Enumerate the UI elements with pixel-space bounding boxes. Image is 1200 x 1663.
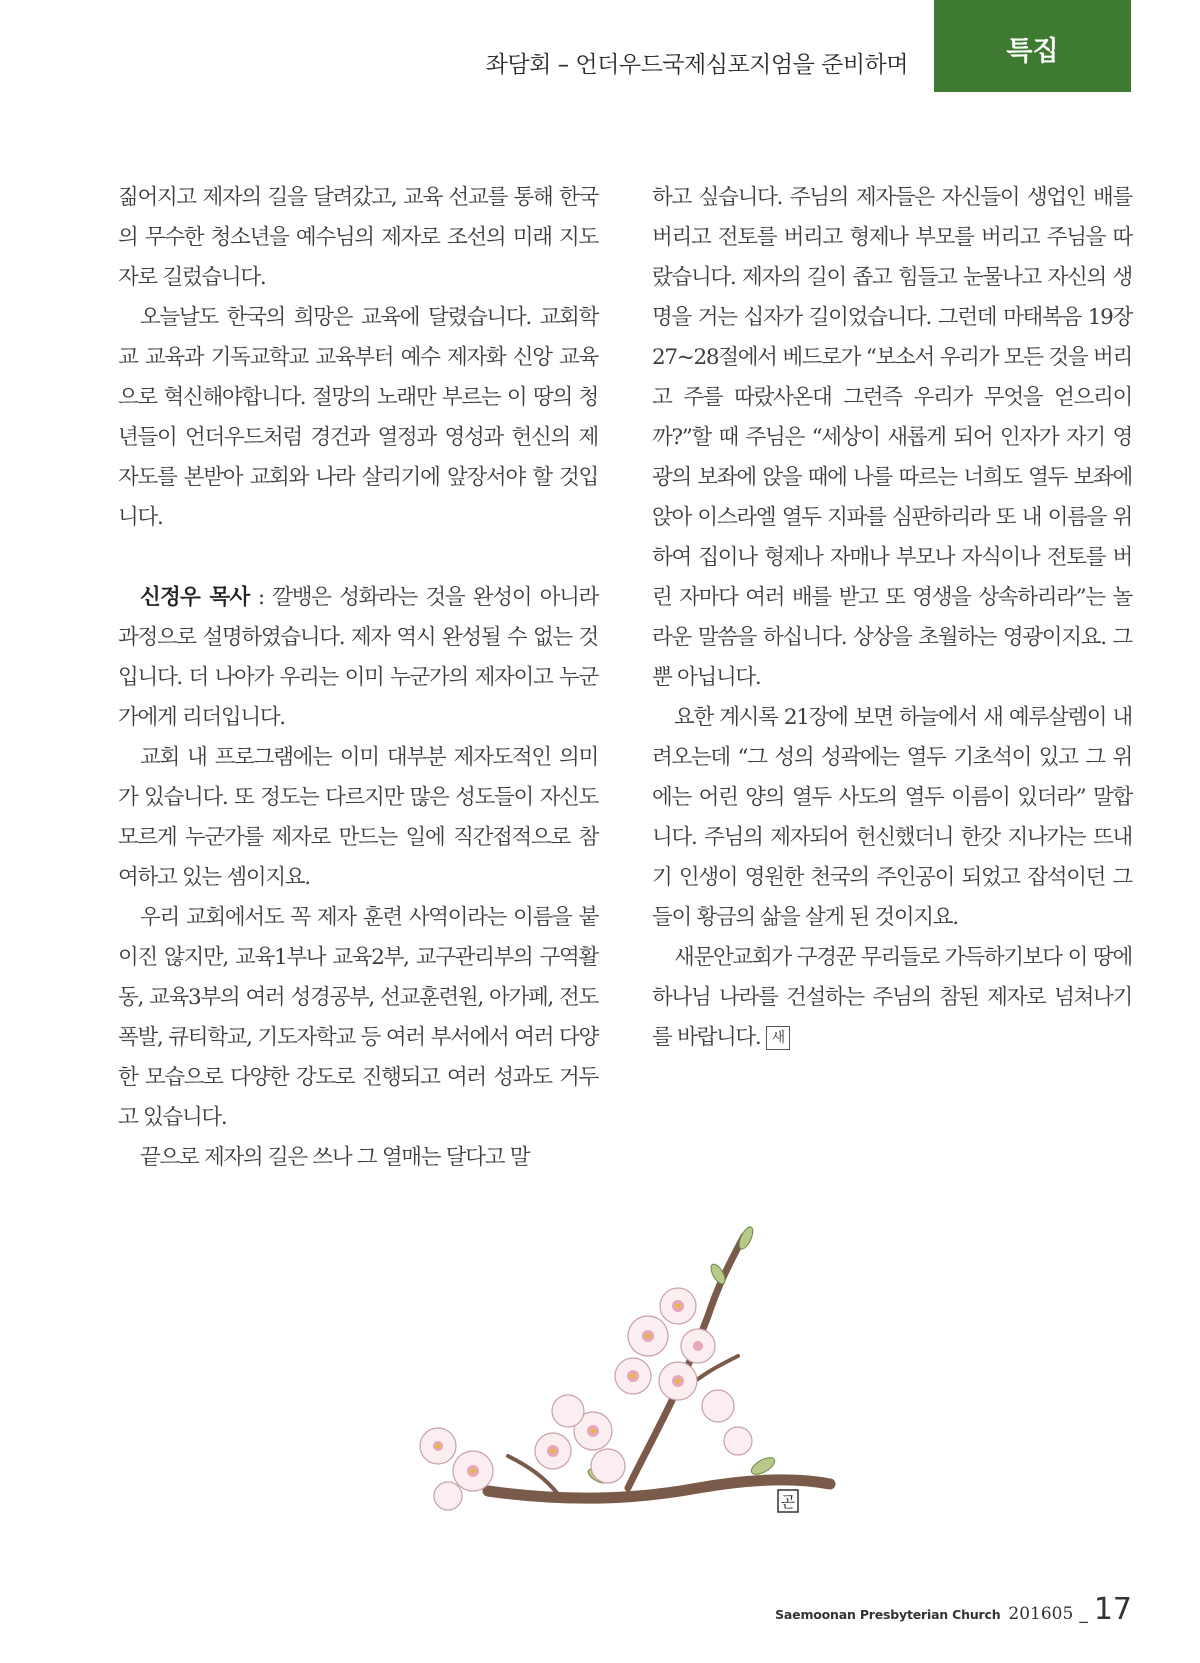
section-tab: 특집 (934, 0, 1131, 92)
left-column (118, 178, 598, 1178)
cherry-blossom-illustration (378, 1226, 870, 1546)
paragraph: 짊어지고 제자의 길을 달려갔고, 교육 선교를 통해 한국의 무수한 청소년을 예수님의 제자로 조선의 미래 지도자로 길렀습니다. (118, 185, 598, 290)
paragraph: 우리 교회에서도 꼭 제자 훈련 사역이라는 이름을 붙이진 않지만, 교육1부나 교육2부, 교구관리부의 구역활동, 교육3부의 여러 성경공부, 선교훈련원, 아가페, 전도폭발, 큐티학교, 기도자학교 등 여러 부서에서 여러 다양한 모습으로 다양한 강도로 진행되고 여러 성과도 거두고 있습니다. (118, 905, 598, 1130)
footer-separator: _ (1079, 1604, 1088, 1624)
church-name: Saemoonan Presbyterian Church (775, 1607, 1001, 1622)
right-column (652, 178, 1132, 1058)
artist-seal-text: 곤 (780, 1493, 796, 1511)
page-number: 17 (1093, 1592, 1132, 1627)
paragraph-speaker (118, 578, 598, 738)
blossoms (420, 1288, 752, 1510)
paragraph: 끝으로 제자의 길은 쓰나 그 열매는 달다고 말 (140, 1145, 530, 1170)
issue-number: 201605 (1008, 1604, 1074, 1624)
paragraph-text: : 깔뱅은 성화라는 것을 완성이 아니라 과정으로 설명하였습니다. 제자 역시 완성될 수 없는 것입니다. 더 나아가 우리는 이미 누군가의 제자이고 누군가에게 리더입니다. (118, 585, 599, 730)
header-title: 좌담회 – 언더우드국제심포지엄을 준비하며 (485, 52, 908, 78)
paragraph-final (652, 938, 1132, 1058)
paragraph: 오늘날도 한국의 희망은 교육에 달렸습니다. 교회학교 교육과 기독교학교 교육부터 예수 제자화 신앙 교육으로 혁신해야합니다. 절망의 노래만 부르는 이 땅의 청년들이 언더우드처럼 경건과 열정과 영성과 헌신의 제자도를 본받아 교회와 나라 살리기에 앞장서야 할 것입니다. (118, 305, 598, 530)
paragraph-text: 새문안교회가 구경꾼 무리들로 가득하기보다 이 땅에 하나님 나라를 건설하는 주님의 참된 제자로 넘쳐나기를 바랍니다. (652, 945, 1132, 1050)
paragraph: 하고 싶습니다. 주님의 제자들은 자신들이 생업인 배를 버리고 전토를 버리고 형제나 부모를 버리고 주님을 따랐습니다. 제자의 길이 좁고 힘들고 눈물나고 자신의 생명을 거는 십자가 길이었습니다. 그런데 마태복음 19장 27~28절에서 베드로가 “보소서 우리가 모든 것을 버리고 주를 따랐사온대 그런즉 우리가 무엇을 얻으리이까?”할 때 주님은 “세상이 새롭게 되어 인자가 자기 영광의 보좌에 앉을 때에 나를 따르는 너희도 열두 보좌에 앉아 이스라엘 열두 지파를 심판하리라 또 내 이름을 위하여 집이나 형제나 자매나 부모나 자식이나 전토를 버린 자마다 여러 배를 받고 또 영생을 상속하리라”는 놀라운 말씀을 하십니다. 상상을 초월하는 영광이지요. 그뿐 아닙니다. (652, 185, 1132, 690)
paragraph: 교회 내 프로그램에는 이미 대부분 제자도적인 의미가 있습니다. 또 정도는 다르지만 많은 성도들이 자신도 모르게 누군가를 제자로 만드는 일에 직간접적으로 참여하고 있는 셈이지요. (118, 745, 598, 890)
artist-seal (778, 1490, 798, 1512)
end-mark-icon: 새 (766, 1026, 790, 1050)
paragraph: 요한 계시록 21장에 보면 하늘에서 새 예루살렘이 내려오는데 “그 성의 성곽에는 열두 기초석이 있고 그 위에는 어린 양의 열두 사도의 열두 이름이 있더라” 말합니다. 주님의 제자되어 헌신했더니 한갓 지나가는 뜨내기 인생이 영원한 천국의 주인공이 되었고 잡석이던 그들이 황금의 삶을 살게 된 것이지요. (652, 705, 1132, 930)
speaker-name: 신정우 목사 (140, 585, 250, 610)
page-footer (775, 1592, 1132, 1627)
